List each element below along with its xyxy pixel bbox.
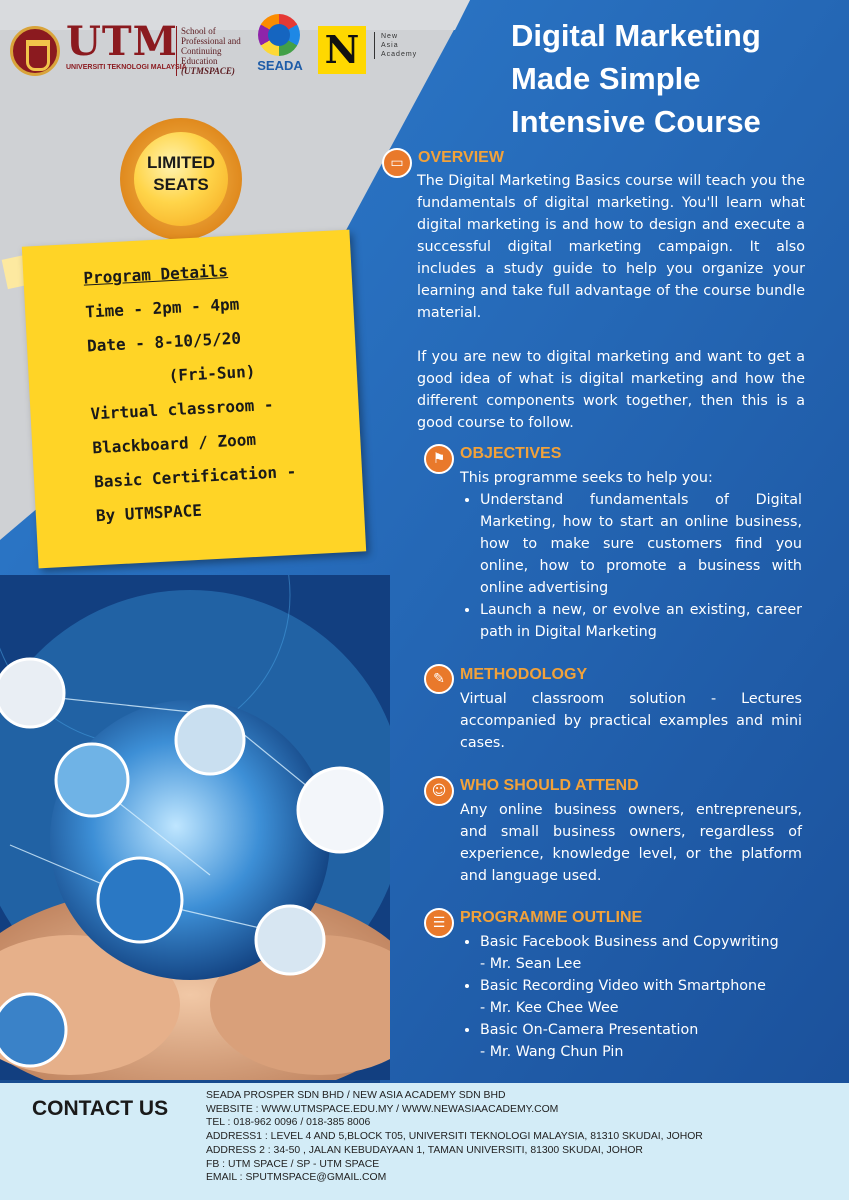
digital-globe-photo	[0, 575, 390, 1080]
globe-illustration	[0, 575, 390, 1080]
objectives-list	[460, 489, 802, 643]
badge-text: LIMITED SEATS	[147, 153, 215, 194]
contact-company: SEADA PROSPER SDN BHD / NEW ASIA ACADEMY SDN BHD	[206, 1090, 506, 1101]
list-item: • Basic Recording Video with Smartphone - Mr. Kee Chee Wee	[480, 975, 802, 1019]
title-line-2: Made Simple	[511, 61, 701, 96]
objectives-intro: This programme seeks to help you:	[460, 470, 713, 486]
program-time: Time - 2pm - 4pm	[84, 294, 240, 322]
title-line-3: Intensive Course	[511, 104, 761, 139]
attend-heading: WHO SHOULD ATTEND	[460, 777, 639, 794]
methodology-heading: METHODOLOGY	[460, 666, 588, 683]
program-date: Date - 8-10/5/20	[86, 328, 242, 356]
objectives-body	[460, 467, 802, 643]
person-icon: ☺	[424, 776, 454, 806]
contact-website: WEBSITE : WWW.UTMSPACE.EDU.MY / WWW.NEWASIAACADEMY.COM	[206, 1103, 559, 1115]
utm-seal-icon	[10, 26, 60, 76]
objectives-heading: OBJECTIVES	[460, 445, 562, 462]
contact-details	[206, 1089, 703, 1185]
utm-wordmark: UTM	[66, 18, 178, 65]
overview-icon: ▭	[382, 148, 412, 178]
overview-paragraph-1: The Digital Marketing Basics course will teach you the fundamentals of digital marketing. You'll learn what digital marketing is and how to design and execute a successful digital marketing campaign. It also includes a study guide to help you organize your learning and take full advantage of the course bundle material.	[417, 173, 805, 321]
program-days: (Fri-Sun)	[168, 361, 256, 386]
list-item: • Basic Facebook Business and Copywriting - Mr. Sean Lee	[480, 931, 802, 975]
contact-email: EMAIL : SPUTMSPACE@GMAIL.COM	[206, 1172, 387, 1184]
outline-heading: PROGRAMME OUTLINE	[460, 909, 643, 926]
contact-footer	[0, 1083, 849, 1200]
title-line-1: Digital Marketing	[511, 18, 761, 53]
new-asia-academy-logo	[318, 26, 438, 76]
contact-address-2: ADDRESS 2 : 34-50 , JALAN KEBUDAYAAN 1, TAMAN UNIVERSITI, 81300 SKUDAI, JOHOR	[206, 1144, 643, 1156]
contact-address-1: ADDRESS1 : LEVEL 4 AND 5,BLOCK T05, UNIVERSITI TEKNOLOGI MALAYSIA, 81310 SKUDAI, JOHOR	[206, 1131, 703, 1143]
contact-title: CONTACT US	[32, 1097, 169, 1120]
program-details-note	[22, 230, 366, 569]
outline-list	[460, 931, 802, 1063]
program-cert-1: Basic Certification -	[93, 461, 297, 492]
utm-school-text: School of Professional and Continuing Education (UTMSPACE)	[176, 26, 247, 76]
contact-fb: FB : UTM SPACE / SP - UTM SPACE	[206, 1158, 380, 1170]
utm-logo	[8, 20, 248, 80]
list-item: • Launch a new, or evolve an existing, career path in Digital Marketing	[480, 599, 802, 643]
list-item: • Understand fundamentals of Digital Marketing, how to start an online business, how to make sure customers find you online, how to promote a business with online advertising	[480, 489, 802, 599]
program-cert-2: By UTMSPACE	[95, 500, 203, 526]
methodology-text: Virtual classroom solution - Lectures accompanied by practical examples and mini cases.	[460, 691, 802, 751]
nasia-text: New Asia Academy	[374, 32, 417, 59]
seada-globe-icon	[258, 14, 300, 56]
seada-logo	[252, 14, 308, 80]
program-venue-2: Blackboard / Zoom	[91, 429, 257, 458]
course-title	[511, 14, 811, 143]
methodology-icon: ✎	[424, 664, 454, 694]
program-venue-1: Virtual classroom -	[90, 394, 274, 424]
flag-icon: ⚑	[424, 444, 454, 474]
overview-heading: OVERVIEW	[418, 149, 504, 166]
list-item: • Basic On-Camera Presentation - Mr. Wang Chun Pin	[480, 1019, 802, 1063]
outline-body	[460, 931, 802, 1063]
utm-subtitle: UNIVERSITI TEKNOLOGI MALAYSIA	[66, 64, 187, 71]
program-details-heading: Program Details	[83, 261, 229, 288]
program-details	[83, 248, 357, 533]
nasia-letter: N	[324, 27, 360, 72]
contact-tel: TEL : 018-962 0096 / 018-385 8006	[206, 1117, 371, 1129]
overview-paragraph-2: If you are new to digital marketing and want to get a good idea of what is digital marketing and how the different components work together, then this is a good course to follow.	[417, 349, 805, 431]
limited-seats-badge	[120, 118, 242, 240]
seada-wordmark: SEADA	[257, 58, 303, 73]
attend-text: Any online business owners, entrepreneurs, and small business owners, regardless of experience, knowledge level, or the platform and language used.	[460, 802, 802, 884]
outline-icon: ☰	[424, 908, 454, 938]
